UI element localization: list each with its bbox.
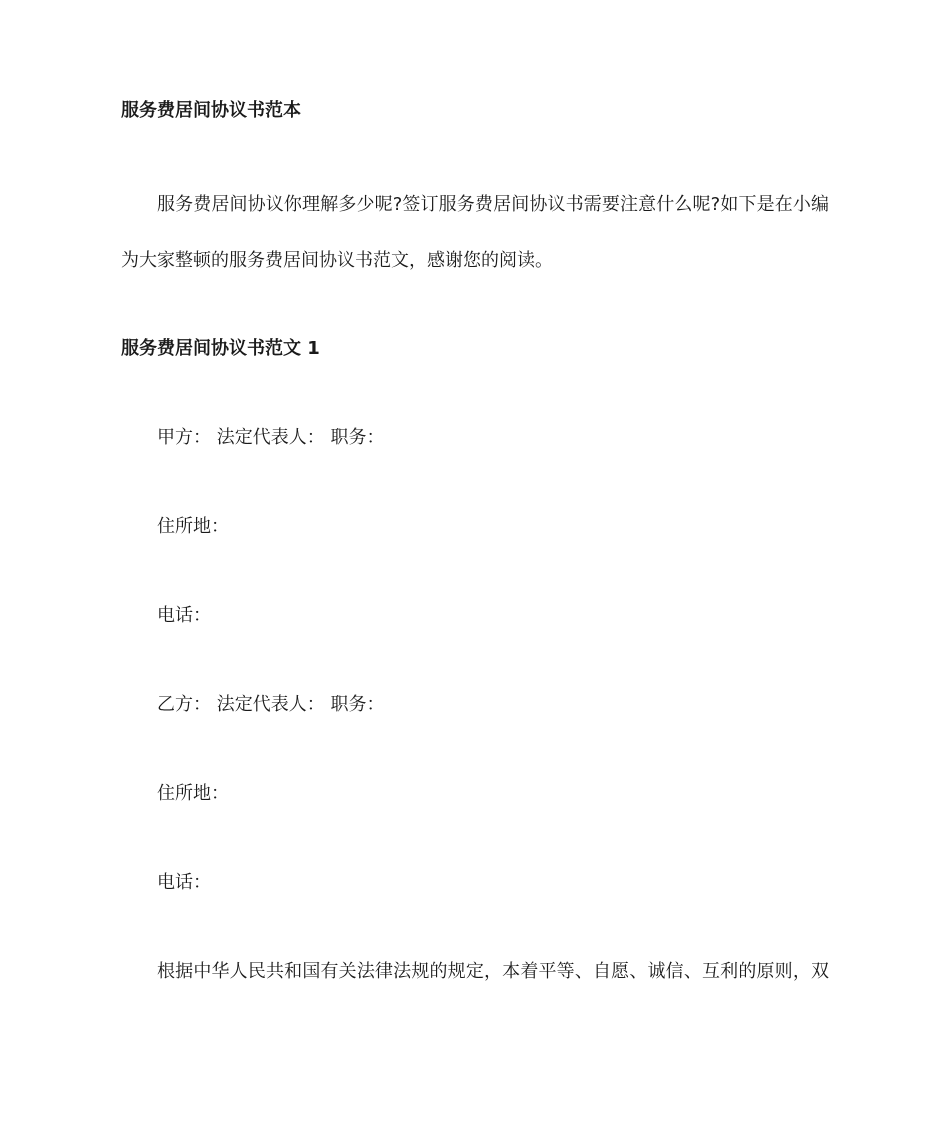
party-b-line: 乙方： 法定代表人： 职务：: [157, 694, 385, 715]
party-a-phone: 电话：: [157, 605, 211, 626]
body-paragraph-line-1: 根据中华人民共和国有关法律法规的规定，本着平等、自愿、诚信、互利的原则，双: [157, 961, 829, 982]
document-title: 服务费居间协议书范本: [121, 100, 301, 121]
party-a-line: 甲方： 法定代表人： 职务：: [157, 427, 385, 448]
party-a-address: 住所地：: [157, 516, 229, 537]
section-heading: 服务费居间协议书范文 1: [121, 338, 320, 359]
party-b-address: 住所地：: [157, 783, 229, 804]
intro-paragraph-line-1: 服务费居间协议你理解多少呢?签订服务费居间协议书需要注意什么呢?如下是在小编: [157, 194, 829, 215]
intro-paragraph-line-2: 为大家整顿的服务费居间协议书范文，感谢您的阅读。: [121, 250, 553, 271]
party-b-phone: 电话：: [157, 872, 211, 893]
